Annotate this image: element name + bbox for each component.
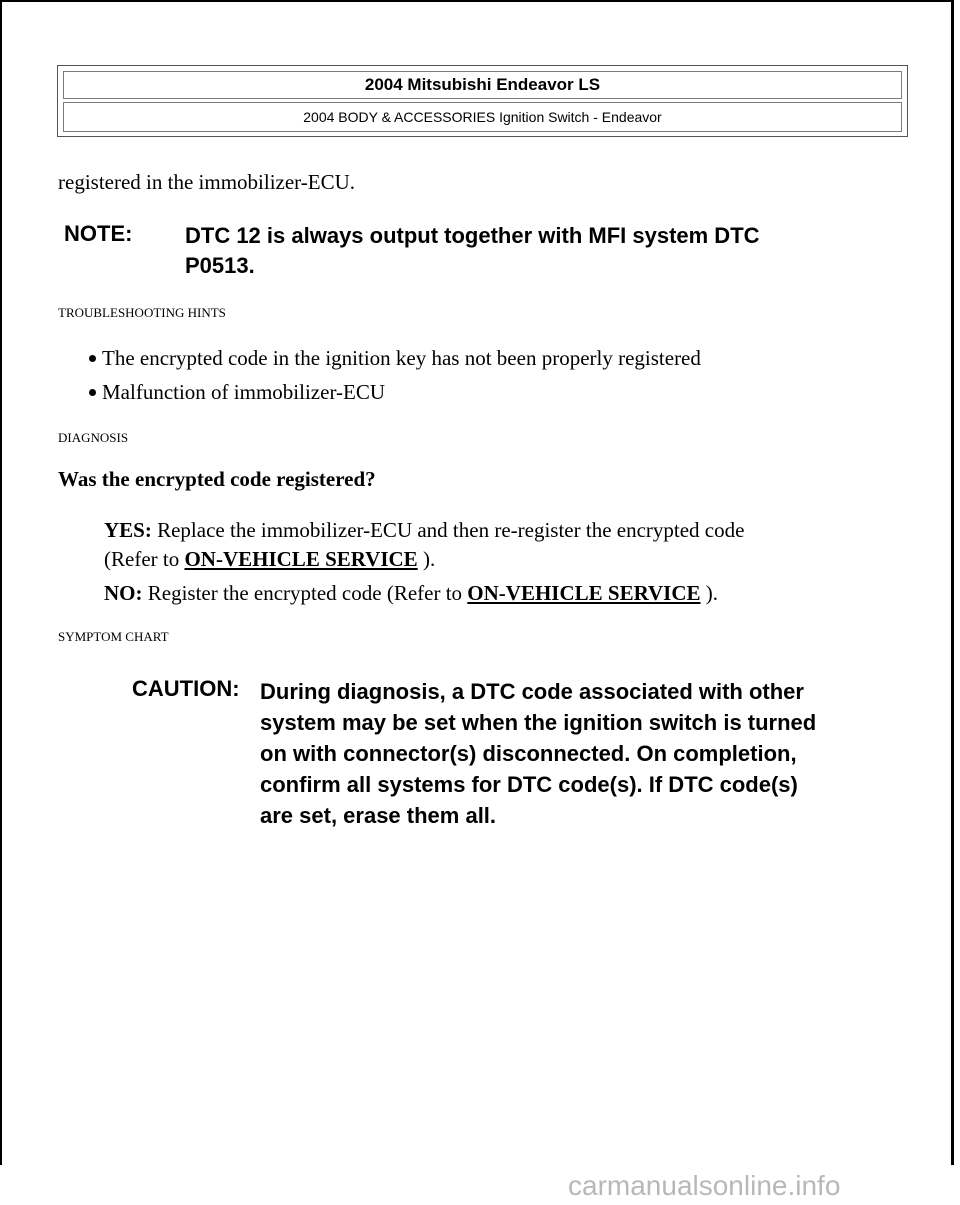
caution-line: are set, erase them all. (260, 803, 497, 828)
hint-item-label: The encrypted code in the ignition key has not been properly registered (102, 346, 701, 370)
caution-line: system may be set when the ignition switch is turned (260, 710, 817, 735)
yes-text: Replace the immobilizer-ECU and then re-register the encrypted code (157, 518, 745, 542)
header-subtitle: 2004 BODY & ACCESSORIES Ignition Switch - Endeavor (63, 102, 902, 132)
yes-answer (104, 518, 744, 543)
hint-item (89, 380, 385, 405)
no-text: Register the encrypted code (Refer to (147, 581, 463, 605)
note-label: NOTE: (64, 221, 133, 246)
bullet-icon (89, 389, 96, 396)
refer-suffix: ). (422, 547, 436, 571)
refer-prefix: (Refer to (104, 547, 180, 571)
yes-label: YES: (104, 518, 152, 542)
caution-line: on with connector(s) disconnected. On completion, (260, 741, 797, 766)
header-title: 2004 Mitsubishi Endeavor LS (63, 71, 902, 99)
caution-line: confirm all systems for DTC code(s). If DTC code(s) (260, 772, 798, 797)
diagnosis-heading: DIAGNOSIS (58, 430, 129, 445)
caution-line: During diagnosis, a DTC code associated with other (260, 679, 804, 704)
refer-suffix: ). (705, 581, 719, 605)
note-line-2: P0513. (185, 253, 255, 278)
symptom-chart-heading: SYMPTOM CHART (58, 629, 169, 644)
on-vehicle-service-link[interactable]: ON-VEHICLE SERVICE (467, 581, 701, 605)
hint-item (89, 346, 701, 371)
on-vehicle-service-link[interactable]: ON-VEHICLE SERVICE (184, 547, 418, 571)
note-line-1: DTC 12 is always output together with MFI system DTC (185, 223, 760, 248)
top-rule (0, 0, 954, 2)
intro-text: registered in the immobilizer-ECU. (58, 170, 355, 194)
hints-heading: TROUBLESHOOTING HINTS (58, 305, 226, 320)
diagnosis-question: Was the encrypted code registered? (58, 467, 376, 491)
no-answer (104, 581, 718, 606)
watermark: carmanualsonline.info (568, 1170, 841, 1201)
caution-text (260, 676, 910, 831)
caution-label: CAUTION: (132, 676, 240, 701)
document-header (57, 65, 908, 137)
yes-reference (104, 547, 435, 572)
note-text (185, 221, 865, 281)
bullet-icon (89, 355, 96, 362)
no-label: NO: (104, 581, 143, 605)
hint-item-label: Malfunction of immobilizer-ECU (102, 380, 386, 404)
